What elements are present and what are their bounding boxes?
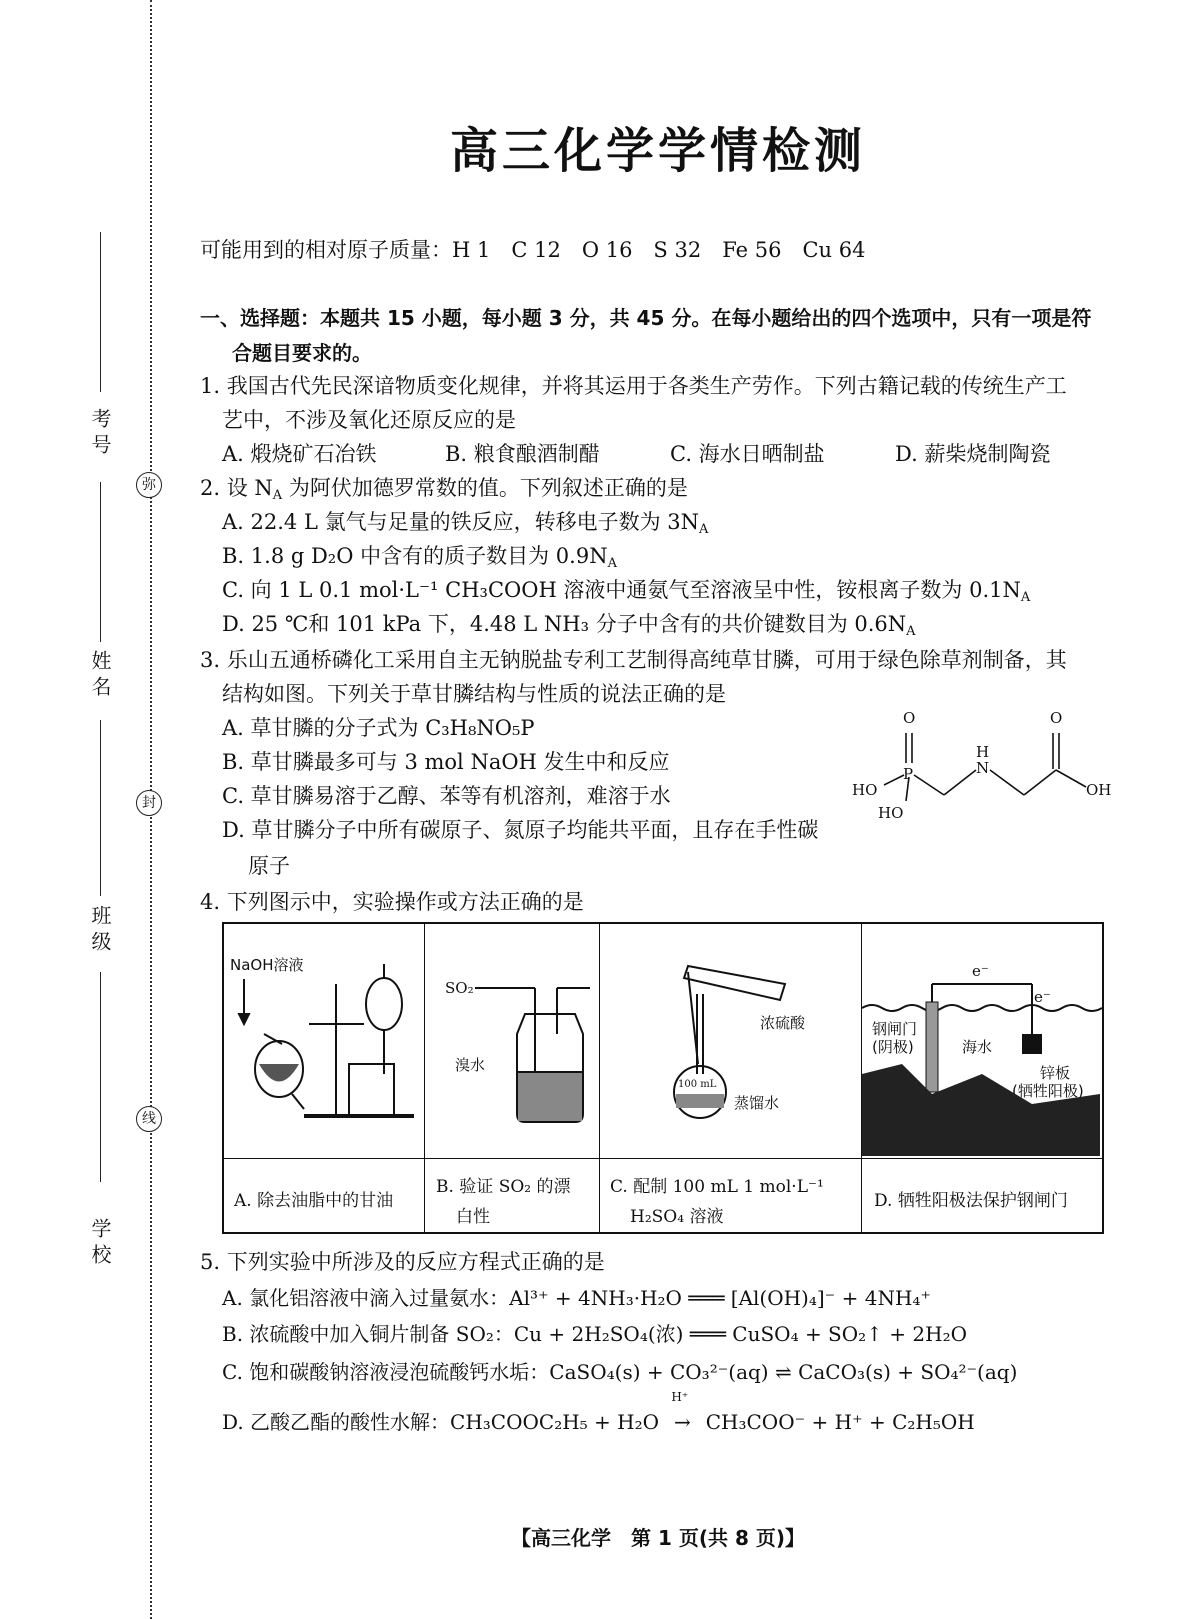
q1-option-d: D. 薪柴烧制陶瓷 [895, 442, 1051, 466]
field-class: 班级 [88, 905, 112, 957]
field-underline [100, 482, 101, 642]
atom-ho: HO [878, 804, 904, 822]
q3-option-d-cont: 原子 [248, 854, 290, 878]
q1-stem: 1. 我国古代先民深谙物质变化规律，并将其运用于各类生产劳作。下列古籍记载的传统生产工 [200, 374, 1067, 398]
label-sacrificial-anode: (牺牲阳极) [1012, 1082, 1084, 1100]
label-distilled-water: 蒸馏水 [734, 1094, 780, 1112]
seal-mark: 弥 [136, 472, 162, 498]
q3-stem: 3. 乐山五通桥磷化工采用自主无钠脱盐专利工艺制得高纯草甘膦，可用于绿色除草剂制备，其 [200, 648, 1067, 672]
label-naoh: NaOH溶液 [230, 956, 304, 974]
caption-row [224, 1158, 1102, 1159]
bond [1056, 770, 1086, 787]
q5-option-d: D. 乙酸乙酯的酸性水解：CH₃COOC₂H₅ + H₂O H⁺ → CH₃COO⁻ + H⁺ + C₂H₅OH [222, 1390, 975, 1434]
atom-p: P [903, 765, 914, 783]
label-flask-volume: 100 mL [678, 1079, 717, 1090]
page-footer: 【高三化学 第 1 页(共 8 页)】 [511, 1526, 805, 1550]
caption-b: B. 验证 SO₂ 的漂 [436, 1177, 571, 1197]
heat-catalyst-arrow: H⁺ → [671, 1390, 691, 1434]
field-name: 姓名 [88, 650, 112, 702]
q5-option-a: A. 氯化铝溶液中滴入过量氨水：Al³⁺ + 4NH₃·H₂O ═══ [Al(OH)₄]⁻ + 4NH₄⁺ [222, 1286, 931, 1310]
glyphosate-structure [848, 705, 1128, 830]
atom-ho: HO [852, 781, 878, 799]
field-underline [100, 720, 101, 896]
q2-stem: 2. 设 $N_A$ 为阿伏加德罗常数的值。下列叙述正确的是 [200, 476, 688, 503]
label-electron: e⁻ [972, 962, 989, 980]
label-steel-gate: 钢闸门 [872, 1020, 918, 1038]
q4-figure-table [222, 922, 1104, 1234]
field-underline [100, 232, 101, 392]
seal-mark: 线 [136, 1106, 162, 1132]
atomic-mass-line: 可能用到的相对原子质量：H 1 C 12 O 16 S 32 Fe 56 Cu 64 [200, 238, 866, 262]
seal-mark: 封 [136, 790, 162, 816]
q4-stem: 4. 下列图示中，实验操作或方法正确的是 [200, 890, 584, 914]
bond [944, 770, 976, 795]
caption-b-cont: 白性 [456, 1207, 490, 1227]
q3-option-c: C. 草甘膦易溶于乙醇、苯等有机溶剂，难溶于水 [222, 784, 671, 808]
q3-option-d: D. 草甘膦分子中所有碳原子、氮原子均能共平面，且存在手性碳 [222, 818, 819, 842]
bond [990, 770, 1024, 795]
page-title: 高三化学学情检测 [449, 123, 866, 179]
section-heading-cont: 合题目要求的。 [232, 341, 372, 365]
caption-c: C. 配制 100 mL 1 mol·L⁻¹ [610, 1177, 824, 1197]
label-cathode: (阴极) [872, 1038, 914, 1056]
label-so2: SO₂ [445, 979, 474, 997]
label-bromine-water: 溴水 [455, 1056, 486, 1074]
q3-stem-cont: 结构如图。下列关于草甘膦结构与性质的说法正确的是 [222, 682, 726, 706]
q2-option-c: C. 向 1 L 0.1 mol·L⁻¹ CH₃COOH 溶液中通氨气至溶液呈中性，铵根离子数为 $0.1N_A$ [222, 578, 1031, 605]
field-exam-number: 考号 [88, 408, 112, 460]
q3-option-b: B. 草甘膦最多可与 3 mol NaOH 发生中和反应 [222, 750, 670, 774]
bond [884, 775, 904, 785]
atom-o: O [1050, 709, 1063, 727]
q1-option-b: B. 粮食酿酒制醋 [445, 442, 600, 466]
atom-h: H [976, 743, 990, 761]
label-zinc: 锌板 [1040, 1064, 1071, 1082]
cathodic-protection-diagram [862, 924, 1102, 1156]
q5-option-c: C. 饱和碳酸钠溶液浸泡硫酸钙水垢：CaSO₄(s) + CO₃²⁻(aq) ⇌ CaCO₃(s) + SO₄²⁻(aq) [222, 1360, 1018, 1384]
caption-a: A. 除去油脂中的甘油 [234, 1191, 394, 1211]
label-electron: e⁻ [1034, 988, 1051, 1006]
q2-option-a: A. 22.4 L 氯气与足量的铁反应，转移电子数为 $3N_A$ [222, 510, 709, 537]
atom-oh: OH [1086, 781, 1112, 799]
label-conc-acid: 浓硫酸 [760, 1014, 806, 1032]
binding-strip [0, 0, 160, 1619]
gas-washing-bottle [425, 924, 600, 1156]
q2-option-b: B. 1.8 g D₂O 中含有的质子数目为 $0.9N_A$ [222, 544, 617, 571]
q1-stem-cont: 艺中，不涉及氧化还原反应的是 [222, 408, 516, 432]
bond [1024, 770, 1056, 795]
section-heading: 一、选择题：本题共 15 小题，每小题 3 分，共 45 分。在每小题给出的四个选项中，只有一项是符 [200, 306, 1092, 330]
q5-option-b: B. 浓硫酸中加入铜片制备 SO₂：Cu + 2H₂SO₄(浓) ═══ CuSO₄ + SO₂↑ + 2H₂O [222, 1322, 967, 1346]
q3-option-a: A. 草甘膦的分子式为 C₃H₈NO₅P [222, 716, 535, 740]
field-school: 学校 [88, 1218, 112, 1270]
label-seawater: 海水 [962, 1038, 993, 1056]
atom-n: N [976, 759, 990, 777]
q5-stem: 5. 下列实验中所涉及的反应方程式正确的是 [200, 1250, 605, 1274]
q1-option-c: C. 海水日晒制盐 [670, 442, 825, 466]
separatory-funnel-apparatus [224, 924, 424, 1156]
caption-c-cont: H₂SO₄ 溶液 [630, 1207, 724, 1227]
bond [914, 775, 944, 795]
volumetric-flask-apparatus [600, 924, 862, 1156]
q2-option-d: D. 25 ℃和 101 kPa 下，4.48 L NH₃ 分子中含有的共价键数目为 $0.6N_A$ [222, 612, 916, 639]
q1-option-a: A. 煅烧矿石冶铁 [222, 442, 377, 466]
caption-d: D. 牺牲阳极法保护钢闸门 [874, 1191, 1068, 1211]
field-underline [100, 972, 101, 1182]
atom-o: O [903, 709, 916, 727]
